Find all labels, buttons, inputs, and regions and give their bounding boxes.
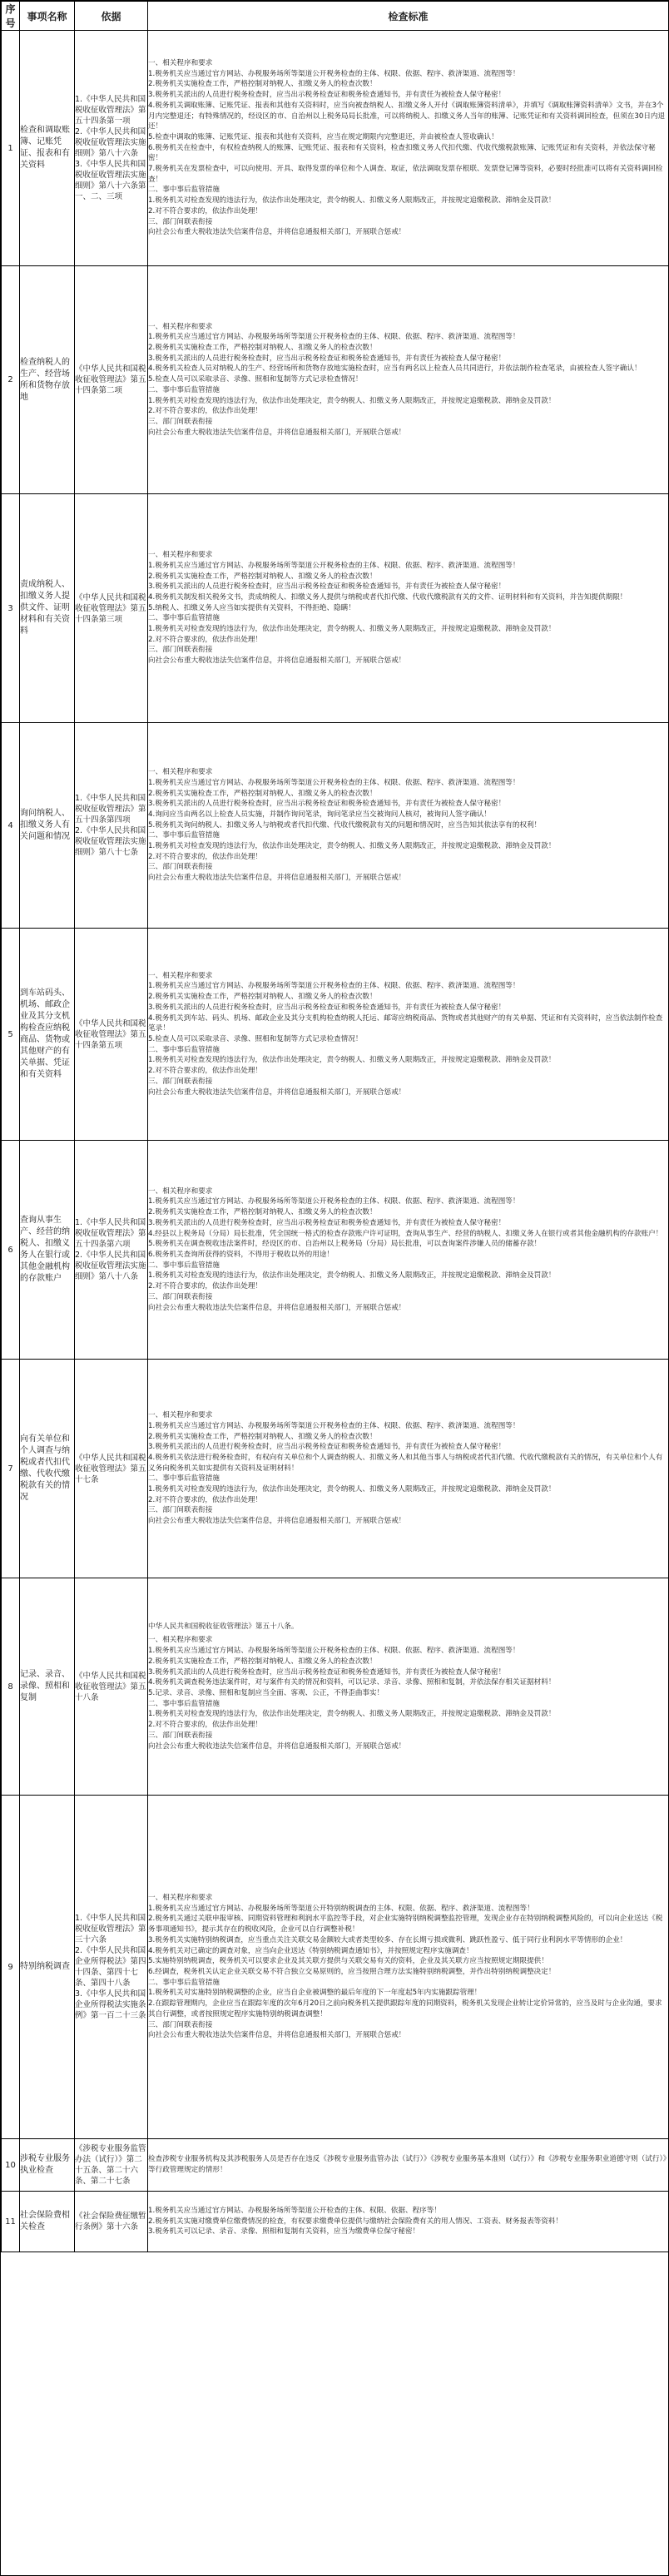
legal-basis: 1.《中华人民共和国税收征收管理法》第五十四条第一项 2.《中华人民共和国税收征收管理法实施细则》第八十六条 3.《中华人民共和国税收征收管理法实施细则》第八十六条第一、二、三项 — [75, 31, 148, 266]
header-col-standard: 检查标准 — [148, 2, 669, 31]
header-row — [2, 2, 669, 31]
standard-line: 6.税务机关查询所获得的资料，不得用于税收以外的用途！ — [148, 1251, 334, 1259]
table-row — [2, 2192, 669, 2252]
item-name: 记录、录音、录像、照相和复制 — [20, 1578, 75, 1796]
standard-line: 二、事中事后监管措施 — [148, 385, 220, 394]
standard-line: 2.税务机关实施对缴费单位缴费情况的检查，有权要求缴费单位提供与缴纳社会保险费有关的用人情况、工资表、财务报表等资料！ — [148, 2217, 563, 2226]
inspection-standard — [148, 1360, 669, 1578]
inspection-standard — [148, 1578, 669, 1796]
row-number: 5 — [2, 929, 20, 1141]
inspection-standard — [148, 723, 669, 929]
standard-line: 5.记录、录音、录像、照相和复制应当全面、客观、公正，不得歪曲事实！ — [148, 1689, 384, 1697]
inspection-standard — [148, 266, 669, 494]
standard-line: 一、相关程序和要求 — [148, 768, 213, 777]
standard-line: 2.对不符合要求的，依法作出处理！ — [148, 1067, 263, 1076]
standard-line: 3.税务机关派出的人员进行税务检查时，应当出示税务检查证和税务检查通知书，并有责任为被检查人保守秘密！ — [148, 800, 506, 809]
standard-line: 2.税务机关实施检查工作，严格控制对纳税人、扣缴义务人的检查次数！ — [148, 1432, 377, 1441]
standard-line: 1.税务机关对检查发现的违法行为，依法作出处理决定，责令纳税人、扣缴义务人限期改正，并按规定追缴税款、滞纳金及罚款！ — [148, 1271, 556, 1281]
standard-line: 4.询问应当由两名以上检查人员实施，并制作询问笔录，询问笔录应当交被询问人核对，被询问人签字确认！ — [148, 810, 492, 819]
standard-line: 检查涉税专业服务机构及其涉税服务人员是否存在违反《涉税专业服务监管办法（试行）》《涉税专业服务基本准则（试行）》和《涉税专业服务职业道德守则（试行）》等行政管理规定的情形！ — [148, 2155, 667, 2174]
item-name: 社会保险费相关检查 — [20, 2192, 75, 2252]
table-row — [2, 1360, 669, 1578]
item-name: 特别纳税调查 — [20, 1796, 75, 2139]
standard-line: 2.税务机关实施检查工作，严格控制对纳税人、扣缴义务人的检查次数！ — [148, 344, 377, 353]
standard-line: 三、部门间联表衔接 — [148, 1292, 213, 1301]
table-row — [2, 1796, 669, 2139]
standard-line: 向社会公布重大税收违法失信案件信息，并将信息通报相关部门，开展联合惩戒！ — [148, 874, 406, 883]
inspection-standard — [148, 2139, 669, 2192]
standard-line: 2.税务机关通过关联申报审核、同期资料管理和利润水平监控等手段，对企业实施特别纳税调整监控管理，发现企业存在特别纳税调整风险的，可以向企业送达《税务事项通知书》，提示其存在的税收风险，企业可以自行调整补税！ — [148, 1915, 663, 1934]
row-number: 7 — [2, 1360, 20, 1578]
standard-line: 3.税务机关派出的人员进行税务检查时，应当出示税务检查证和税务检查通知书，并有责任为被检查人保守秘密！ — [148, 91, 506, 100]
item-name: 涉税专业服务执业检查 — [20, 2139, 75, 2192]
standard-line: 2.税务机关实施检查工作，严格控制对纳税人、扣缴义务人的检查次数！ — [148, 1657, 377, 1666]
standard-line: 三、部门间联表衔接 — [148, 217, 213, 226]
row-number: 2 — [2, 266, 20, 494]
standard-line: 1.税务机关对检查发现的违法行为，依法作出处理决定，责令纳税人、扣缴义务人限期改正，并按规定追缴税款、滞纳金及罚款！ — [148, 396, 556, 405]
item-name: 到车站码头、机场、邮政企业及其分支机构检查应纳税商品、货物或其他财产的有关单据、凭证和有关资料 — [20, 929, 75, 1141]
standard-line: 4.税务机关对已确定的调查对象，应当向企业送达《特别纳税调查通知书》，并按照规定程序实施调查！ — [148, 1946, 473, 1955]
standard-line: 三、部门间联表衔接 — [148, 2020, 213, 2029]
item-name: 责成纳税人、扣缴义务人提供文件、证明材料和有关资料 — [20, 494, 75, 723]
header-col-no: 序号 — [2, 2, 20, 31]
standard-line: 向社会公布重大税收违法失信案件信息，并将信息通报相关部门，开展联合惩戒！ — [148, 228, 406, 237]
legal-basis: 《中华人民共和国税收征收管理法》第五十四条第二项 — [75, 266, 148, 494]
standard-line: 三、部门间联表衔接 — [148, 1506, 213, 1515]
standard-line: 2.税务机关实施检查工作，严格控制对纳税人、扣缴义务人的检查次数！ — [148, 80, 377, 89]
standard-line: 5.实施特别纳税调查，税务机关可以要求企业及其关联方提供与关联交易有关的资料，企业及其关联方应当按照规定期限提供！ — [148, 1957, 548, 1966]
standard-line: 3.税务机关派出的人员进行税务检查时，应当出示税务检查证和税务检查通知书，并有责任为被检查人保守秘密！ — [148, 354, 506, 363]
legal-basis: 《中华人民共和国税收征收管理法》第五十四条第五项 — [75, 929, 148, 1141]
standard-line: 3.税务机关派出的人员进行税务检查时，应当出示税务检查证和税务检查通知书，并有责任为被检查人保守秘密！ — [148, 1667, 506, 1677]
row-number: 1 — [2, 31, 20, 266]
table-row — [2, 266, 669, 494]
standard-line: 一、相关程序和要求 — [148, 1186, 213, 1196]
item-name: 检查和调取账簿、记账凭证、报表和有关资料 — [20, 31, 75, 266]
standard-line: 三、部门间联表衔接 — [148, 1731, 213, 1740]
standard-line: 向社会公布重大税收违法失信案件信息，并将信息通报相关部门，开展联合惩戒！ — [148, 428, 406, 437]
standard-line: 6.税务机关在检查中，有权检查纳税人的账簿、记账凭证、报表和有关资料，检查扣缴义务人代扣代缴、代收代缴税款账簿、记账凭证和有关资料，并依法保守秘密！ — [148, 143, 656, 163]
table-row — [2, 31, 669, 266]
row-number: 11 — [2, 2192, 20, 2252]
standard-line: 7.税务机关在发票检查中，可以向使用、开具、取得发票的单位和个人调查、取证，依法调取发票存根联、发票登记簿等资料，必要时经批准可以将有关资料调回检查！ — [148, 165, 663, 184]
standard-line: 二、事中事后监管措施 — [148, 186, 220, 195]
standard-line: 2.对不符合要求的，依法作出处理！ — [148, 852, 263, 861]
standard-line: 1.税务机关对检查发现的违法行为，依法作出处理决定，责令纳税人、扣缴义务人限期改正，并按规定追缴税款、滞纳金及罚款！ — [148, 1485, 556, 1494]
standard-line: 1.税务机关应当通过官方网站、办税服务场所等渠道公开特别纳税调查的主体、权限、依据、程序、救济渠道、流程图等！ — [148, 1904, 534, 1913]
standard-line: 2.对不符合要求的，依法作出处理！ — [148, 407, 263, 416]
standard-line: 一、相关程序和要求 — [148, 551, 213, 560]
standard-line: 二、事中事后监管措施 — [148, 1474, 220, 1484]
standard-line: 二、事中事后监管措施 — [148, 831, 220, 840]
standard-line: 一、相关程序和要求 — [148, 1636, 213, 1645]
standard-line: 三、部门间联表衔接 — [148, 863, 213, 872]
inspection-standard — [148, 1141, 669, 1360]
standard-line: 1.税务机关应当通过官方网站、办税服务场所等渠道公开税务检查的主体、权限、依据、程序、救济渠道、流程图等！ — [148, 69, 520, 78]
item-name: 询问纳税人、扣缴义务人有关问题和情况 — [20, 723, 75, 929]
standard-line: 1.税务机关对检查发现的违法行为，依法作出处理决定，责令纳税人、扣缴义务人限期改正，并按规定追缴税款、滞纳金及罚款！ — [148, 625, 556, 634]
standard-line: 4.税务机关检查人员对纳税人的生产、经营场所和货物存放地实施检查时，应当有两名以上检查人员共同进行，并依法制作检查笔录，由被检查人签字确认！ — [148, 364, 642, 374]
standard-line: 3.税务机关实施特别纳税调查，应当重点关注关联交易金额较大或者类型较多、存在长期亏损或微利、跳跃性盈亏、低于同行业利润水平等情形的企业！ — [148, 1935, 627, 1944]
standard-line: 三、部门间联表衔接 — [148, 1077, 213, 1086]
table-row — [2, 1578, 669, 1796]
standard-line: 三、部门间联表衔接 — [148, 646, 213, 655]
standard-line: 5.税务机关询问纳税人、扣缴义务人与纳税或者代扣代缴、代收代缴税款有关的问题和情况时，应当告知其依法享有的权利！ — [148, 820, 542, 830]
inspection-standard — [148, 494, 669, 723]
header-col-item: 事项名称 — [20, 2, 75, 31]
standard-line: 4.税务机关调取账簿、记账凭证、报表和其他有关资料时，应当向被查纳税人、扣缴义务人开付《调取账簿资料清单》，并填写《调取账簿资料清单》文书，并在3个月内完整退还；有特殊情况的，经设区的市、自治州以上税务局局长批准，可以将纳税人、扣缴义务人当年的账簿、记账凭证和有关资料调回检查，但须在30日内退还！ — [148, 101, 666, 131]
standard-line: 2.对不符合要求的，依法作出处理！ — [148, 1495, 263, 1504]
standard-line: 1.税务机关应当通过官方网站、办税服务场所等渠道公开税务检查的主体、权限、依据、程序、救济渠道、流程图等！ — [148, 1197, 520, 1206]
item-name: 检查纳税人的生产、经营场所和货物存放地 — [20, 266, 75, 494]
standard-line: 2.税务机关实施检查工作，严格控制对纳税人、扣缴义务人的检查次数！ — [148, 789, 377, 798]
inspection-standard — [148, 1796, 669, 2139]
standard-line: 1.税务机关应当通过官方网站、办税服务场所等渠道公开税务检查的主体、权限、依据、程序、救济渠道、流程图等！ — [148, 1647, 520, 1656]
item-name: 查询从事生产、经营的纳税人、扣缴义务人在银行或其他金融机构的存款账户 — [20, 1141, 75, 1360]
standard-line: 一、相关程序和要求 — [148, 1894, 213, 1903]
standard-line: 1.税务机关应当通过官方网站、办税服务场所等渠道公开税务检查的主体、权限、依据、程序、救济渠道、流程图等！ — [148, 982, 520, 991]
standard-line: 2.对不符合要求的，依法作出处理！ — [148, 1282, 263, 1291]
standard-line: 3.税务机关派出的人员进行税务检查时，应当出示税务检查证和税务检查通知书，并有责任为被检查人保守秘密！ — [148, 1218, 506, 1227]
standard-line: 二、事中事后监管措施 — [148, 1261, 220, 1270]
standard-line: 2.税务机关实施检查工作，严格控制对纳税人、扣缴义务人的检查次数！ — [148, 572, 377, 581]
standard-line: 4.税务机关制发相关税务文书，责成纳税人、扣缴义务人提供与纳税或者代扣代缴、代收代缴税款有关的文件、证明材料和有关资料，并告知提供期限！ — [148, 592, 627, 602]
standard-line: 1.税务机关对检查发现的违法行为，依法作出处理决定，责令纳税人、扣缴义务人限期改正，并按规定追缴税款、滞纳金及罚款！ — [148, 1056, 556, 1065]
row-number: 8 — [2, 1578, 20, 1796]
standard-line: 三、部门间联表衔接 — [148, 417, 213, 426]
standard-line: 5.纳税人、扣缴义务人应当如实提供有关资料，不得拒绝、隐瞒！ — [148, 603, 355, 612]
standard-line: 4.税务机关依法进行税务检查时，有权向有关单位和个人调查纳税人、扣缴义务人和其他当事人与纳税或者代扣代缴、代收代缴税款有关的情况，有关单位和个人有义务向税务机关如实提供有关资料及证明材料！ — [148, 1453, 663, 1473]
header-col-basis: 依据 — [75, 2, 148, 31]
standard-line: 向社会公布重大税收违法失信案件信息，并将信息通报相关部门，开展联合惩戒！ — [148, 656, 406, 666]
standard-line: 2.税务机关实施检查工作，严格控制对纳税人、扣缴义务人的检查次数！ — [148, 993, 377, 1002]
standard-line: 二、事中事后监管措施 — [148, 614, 220, 623]
standard-line: 2.对不符合要求的，依法作出处理！ — [148, 635, 263, 644]
row-number: 10 — [2, 2139, 20, 2192]
standard-line: 3.税务机关派出的人员进行税务检查时，应当出示税务检查证和税务检查通知书，并有责任为被检查人保守秘密！ — [148, 1003, 506, 1012]
legal-basis: 1.《中华人民共和国税收征收管理法》第五十四条第六项 2.《中华人民共和国税收征收管理法实施细则》第八十八条 — [75, 1141, 148, 1360]
standard-line: 二、事中事后监管措施 — [148, 1699, 220, 1708]
table-row — [2, 2139, 669, 2192]
standard-line: 向社会公布重大税收违法失信案件信息，并将信息通报相关部门，开展联合惩戒！ — [148, 1087, 406, 1097]
standard-line: 3.税务机关派出的人员进行税务检查时，应当出示税务检查证和税务检查通知书，并有责任为被检查人保守秘密！ — [148, 1443, 506, 1452]
standard-line: 5.检查人员可以采取录音、录像、照相和复制等方式记录检查情况！ — [148, 375, 363, 384]
standard-line: 1.税务机关应当通过官方网站、办税服务场所等渠道公开税务检查的主体、权限、依据、程序、救济渠道、流程图等！ — [148, 1421, 520, 1430]
standard-line: 二、事中事后监管措施 — [148, 1045, 220, 1054]
legal-basis: 《社会保险费征缴暂行条例》第十六条 — [75, 2192, 148, 2252]
legal-basis: 《中华人民共和国税收征收管理法》第五十七条 — [75, 1360, 148, 1578]
standard-line: 向社会公布重大税收违法失信案件信息，并将信息通报相关部门，开展联合惩戒！ — [148, 1517, 406, 1526]
standard-intro: 中华人民共和国税收征收管理法》第五十八条。 — [148, 1622, 299, 1631]
legal-basis: 1.《中华人民共和国税收征收管理法》第三十六条 2.《中华人民共和国企业所得税法》第四十四条、第四十七条、第四十八条 3.《中华人民共和国企业所得税法实施条例》第一百二十三条 — [75, 1796, 148, 2139]
legal-basis: 1.《中华人民共和国税收征收管理法》第五十四条第四项 2.《中华人民共和国税收征收管理法实施细则》第八十七条 — [75, 723, 148, 929]
row-number: 6 — [2, 1141, 20, 1360]
standard-line: 1.税务机关对实施特别纳税调整的企业，应当自企业被调整的最后年度的下一年度起5年内实施跟踪管理！ — [148, 1989, 482, 1998]
standard-line: 向社会公布重大税收违法失信案件信息，并将信息通报相关部门，开展联合惩戒！ — [148, 1303, 406, 1312]
standard-line: 二、事中事后监管措施 — [148, 1978, 220, 1987]
legal-basis: 《中华人民共和国税收征收管理法》第五十四条第三项 — [75, 494, 148, 723]
standard-line: 向社会公布重大税收违法失信案件信息，并将信息通报相关部门，开展联合惩戒！ — [148, 1741, 406, 1751]
row-number: 4 — [2, 723, 20, 929]
legal-basis: 《涉税专业服务监管办法（试行）》第二十五条、第二十六条、第二十七条 — [75, 2139, 148, 2192]
inspection-table — [1, 1, 669, 2252]
standard-line: 一、相关程序和要求 — [148, 59, 213, 68]
standard-line: 1.税务机关对检查发现的违法行为，依法作出处理决定，责令纳税人、扣缴义务人限期改正，并按规定追缴税款、滞纳金及罚款！ — [148, 1710, 556, 1719]
standard-line: 一、相关程序和要求 — [148, 1411, 213, 1420]
item-name: 向有关单位和个人调查与纳税或者代扣代缴、代收代缴税款有关的情况 — [20, 1360, 75, 1578]
inspection-standard — [148, 2192, 669, 2252]
standard-line: 1.税务机关对检查发现的违法行为，依法作出处理决定，责令纳税人、扣缴义务人限期改正，并按规定追缴税款、滞纳金及罚款！ — [148, 842, 556, 851]
standard-line: 5.检查人员可以采取录音、录像、照相和复制等方式记录检查情况！ — [148, 1035, 363, 1043]
standard-line: 3.税务机关可以记录、录音、录像、照相和复制有关资料，应当为缴费单位保守秘密！ — [148, 2227, 420, 2237]
table-row — [2, 723, 669, 929]
table-row — [2, 1141, 669, 1360]
standard-line: 一、相关程序和要求 — [148, 971, 213, 980]
standard-line: 向社会公布重大税收违法失信案件信息，并将信息通报相关部门，开展联合惩戒！ — [148, 2031, 406, 2040]
row-number: 9 — [2, 1796, 20, 2139]
table-body — [2, 31, 669, 2252]
standard-line: 1.税务机关应当通过官方网站、办税服务场所等渠道公开税务检查的主体、权限、依据、程序、救济渠道、流程图等！ — [148, 561, 520, 570]
standard-line: 4.经县以上税务局（分局）局长批准，凭全国统一格式的检查存款账户许可证明，查询从事生产、经营的纳税人、扣缴义务人在银行或者其他金融机构的存款账户！ — [148, 1229, 663, 1238]
inspection-standard — [148, 929, 669, 1141]
standard-line: 6.经调查，税务机关认定企业关联交易不符合独立交易原则的，应当按照合理方法实施特别纳税调整，并作出特别纳税调整决定！ — [148, 1968, 556, 1976]
standard-line: 1.税务机关对检查发现的违法行为，依法作出处理决定，责令纳税人、扣缴义务人限期改正，并按规定追缴税款、滞纳金及罚款！ — [148, 196, 556, 206]
standard-line: 1.税务机关应当通过官方网站、办税服务场所等渠道公开税务检查的主体、权限、依据、程序、救济渠道、流程图等！ — [148, 778, 520, 787]
standard-line: 3.税务机关派出的人员进行税务检查时，应当出示税务检查证和税务检查通知书，并有责任为被检查人保守秘密！ — [148, 582, 506, 592]
standard-line: 2.税务机关实施检查工作，严格控制对纳税人、扣缴义务人的检查次数！ — [148, 1208, 377, 1217]
standard-line: 4.税务机关调查税务违法案件时，对与案件有关的情况和资料，可以记录、录音、录像、照相和复制，并依法保存相关证据材料！ — [148, 1678, 556, 1687]
standard-line: 5.税务机关在调查税收违法案件时，经设区的市、自治州以上税务局（分局）局长批准，可以查询案件涉嫌人员的储蓄存款！ — [148, 1240, 542, 1249]
standard-line: 2.在跟踪管理期内，企业应当在跟踪年度的次年6月20日之前向税务机关提供跟踪年度的同期资料，税务机关发现企业转让定价异常的，应当及时与企业沟通，要求其自行调整，或者按照规定程序实施特别纳税调查调整！ — [148, 1999, 662, 2019]
standard-line: 2.对不符合要求的，依法作出处理！ — [148, 206, 263, 215]
row-number: 3 — [2, 494, 20, 723]
standard-line: 1.税务机关应当通过官方网站、办税服务场所等渠道公开检查的主体、权限、依据、程序等！ — [148, 2206, 441, 2215]
standard-line: 一、相关程序和要求 — [148, 322, 213, 331]
table-row — [2, 929, 669, 1141]
table-row — [2, 494, 669, 723]
standard-line: 5.检查中调取的账簿、记账凭证、报表和其他有关资料，应当在规定期限内完整退还，并由被检查人签收确认！ — [148, 132, 498, 141]
inspection-standard — [148, 31, 669, 266]
legal-basis: 《中华人民共和国税收征收管理法》第五十八条 — [75, 1578, 148, 1796]
standard-line: 4.税务机关到车站、码头、机场、邮政企业及其分支机构检查纳税人托运、邮寄应纳税商品、货物或者其他财产的有关单据、凭证和有关资料时，应当依法制作检查笔录！ — [148, 1013, 663, 1033]
standard-line: 1.税务机关应当通过官方网站、办税服务场所等渠道公开税务检查的主体、权限、依据、程序、救济渠道、流程图等！ — [148, 333, 520, 342]
standard-line: 2.对不符合要求的，依法作出处理！ — [148, 1721, 263, 1730]
